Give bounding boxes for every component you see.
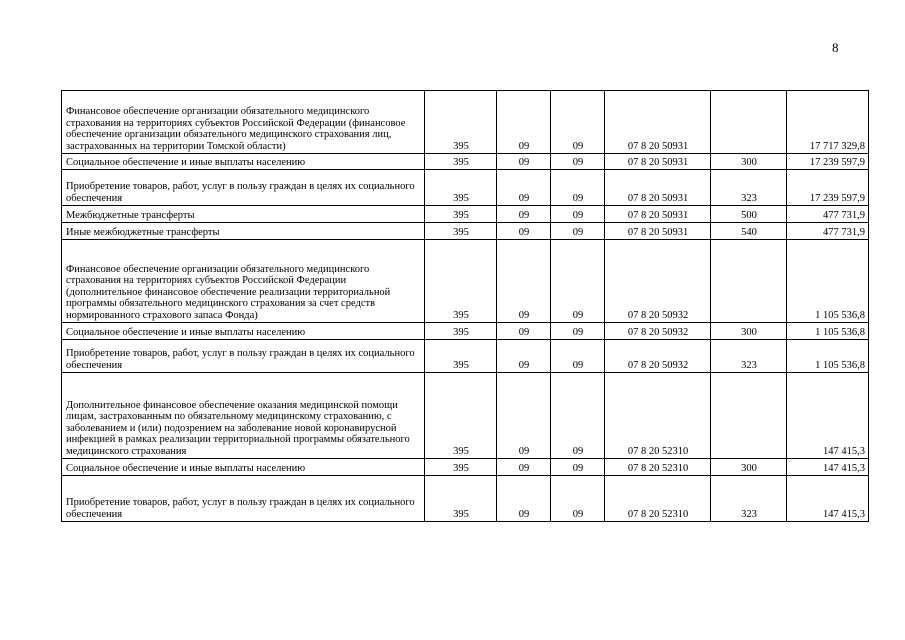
- section-code: 09: [497, 323, 551, 340]
- page-number: 8: [832, 40, 839, 55]
- row-name: Финансовое обеспечение организации обязательного медицинского страхования на территориях субъектов Российской Федерации (дополнительное финансовое обеспечение реализации территориальной программы обязательного медицинского страхования за счет средств нормированного страхового запаса Фонда): [62, 240, 425, 323]
- row-name: Приобретение товаров, работ, услуг в пользу граждан в целях их социального обеспечения: [62, 170, 425, 206]
- table-row: [62, 154, 869, 170]
- target-item-code: 07 8 20 50931: [605, 154, 711, 170]
- target-item-code: 07 8 20 52310: [605, 373, 711, 459]
- ministry-code: 395: [425, 240, 497, 323]
- amount: 1 105 536,8: [787, 240, 869, 323]
- subsection-code: 09: [551, 206, 605, 223]
- amount: 477 731,9: [787, 223, 869, 240]
- section-code: 09: [497, 476, 551, 522]
- table-row: [62, 240, 869, 323]
- target-item-code: 07 8 20 50931: [605, 223, 711, 240]
- expense-type-code: 323: [711, 340, 787, 373]
- ministry-code: 395: [425, 373, 497, 459]
- expense-type-code: 300: [711, 154, 787, 170]
- row-name: Финансовое обеспечение организации обязательного медицинского страхования на территориях субъектов Российской Федерации (финансовое обеспечение организации обязательного медицинского страхования лиц, застрахованных на территории Томской области): [62, 91, 425, 154]
- table-row: [62, 91, 869, 154]
- section-code: 09: [497, 340, 551, 373]
- section-code: 09: [497, 206, 551, 223]
- expense-type-code: 300: [711, 459, 787, 476]
- row-name: Приобретение товаров, работ, услуг в пользу граждан в целях их социального обеспечения: [62, 340, 425, 373]
- ministry-code: 395: [425, 223, 497, 240]
- expense-type-code: 323: [711, 476, 787, 522]
- amount: 1 105 536,8: [787, 340, 869, 373]
- table-row: [62, 476, 869, 522]
- section-code: 09: [497, 170, 551, 206]
- section-code: 09: [497, 223, 551, 240]
- subsection-code: 09: [551, 170, 605, 206]
- amount: 477 731,9: [787, 206, 869, 223]
- ministry-code: 395: [425, 91, 497, 154]
- expense-type-code: [711, 91, 787, 154]
- row-name: Социальное обеспечение и иные выплаты населению: [62, 323, 425, 340]
- target-item-code: 07 8 20 52310: [605, 476, 711, 522]
- amount: 147 415,3: [787, 459, 869, 476]
- subsection-code: 09: [551, 340, 605, 373]
- subsection-code: 09: [551, 373, 605, 459]
- table-row: [62, 223, 869, 240]
- budget-table: [61, 90, 869, 522]
- amount: 17 717 329,8: [787, 91, 869, 154]
- subsection-code: 09: [551, 154, 605, 170]
- section-code: 09: [497, 373, 551, 459]
- expense-type-code: [711, 240, 787, 323]
- subsection-code: 09: [551, 323, 605, 340]
- target-item-code: 07 8 20 50932: [605, 340, 711, 373]
- target-item-code: 07 8 20 52310: [605, 459, 711, 476]
- ministry-code: 395: [425, 476, 497, 522]
- ministry-code: 395: [425, 459, 497, 476]
- subsection-code: 09: [551, 240, 605, 323]
- section-code: 09: [497, 459, 551, 476]
- row-name: Социальное обеспечение и иные выплаты населению: [62, 459, 425, 476]
- ministry-code: 395: [425, 154, 497, 170]
- ministry-code: 395: [425, 170, 497, 206]
- expense-type-code: 500: [711, 206, 787, 223]
- expense-type-code: [711, 373, 787, 459]
- row-name: Социальное обеспечение и иные выплаты населению: [62, 154, 425, 170]
- expense-type-code: 300: [711, 323, 787, 340]
- amount: 147 415,3: [787, 476, 869, 522]
- subsection-code: 09: [551, 91, 605, 154]
- target-item-code: 07 8 20 50931: [605, 170, 711, 206]
- subsection-code: 09: [551, 459, 605, 476]
- section-code: 09: [497, 154, 551, 170]
- table-row: [62, 206, 869, 223]
- table-row: [62, 340, 869, 373]
- ministry-code: 395: [425, 206, 497, 223]
- table-row: [62, 323, 869, 340]
- ministry-code: 395: [425, 340, 497, 373]
- expense-type-code: 323: [711, 170, 787, 206]
- row-name: Межбюджетные трансферты: [62, 206, 425, 223]
- amount: 147 415,3: [787, 373, 869, 459]
- row-name: Иные межбюджетные трансферты: [62, 223, 425, 240]
- section-code: 09: [497, 91, 551, 154]
- expense-type-code: 540: [711, 223, 787, 240]
- target-item-code: 07 8 20 50932: [605, 323, 711, 340]
- subsection-code: 09: [551, 223, 605, 240]
- ministry-code: 395: [425, 323, 497, 340]
- target-item-code: 07 8 20 50931: [605, 206, 711, 223]
- amount: 17 239 597,9: [787, 154, 869, 170]
- amount: 17 239 597,9: [787, 170, 869, 206]
- budget-table-body: [62, 91, 869, 522]
- target-item-code: 07 8 20 50932: [605, 240, 711, 323]
- target-item-code: 07 8 20 50931: [605, 91, 711, 154]
- row-name: Приобретение товаров, работ, услуг в пользу граждан в целях их социального обеспечения: [62, 476, 425, 522]
- table-row: [62, 170, 869, 206]
- row-name: Дополнительное финансовое обеспечение оказания медицинской помощи лицам, застрахованным по обязательному медицинскому страхованию, с заболеванием и (или) подозрением на заболевание новой коронавирусной инфекцией в рамках реализации территориальной программы обязательного медицинского страхования: [62, 373, 425, 459]
- section-code: 09: [497, 240, 551, 323]
- subsection-code: 09: [551, 476, 605, 522]
- table-row: [62, 459, 869, 476]
- amount: 1 105 536,8: [787, 323, 869, 340]
- table-row: [62, 373, 869, 459]
